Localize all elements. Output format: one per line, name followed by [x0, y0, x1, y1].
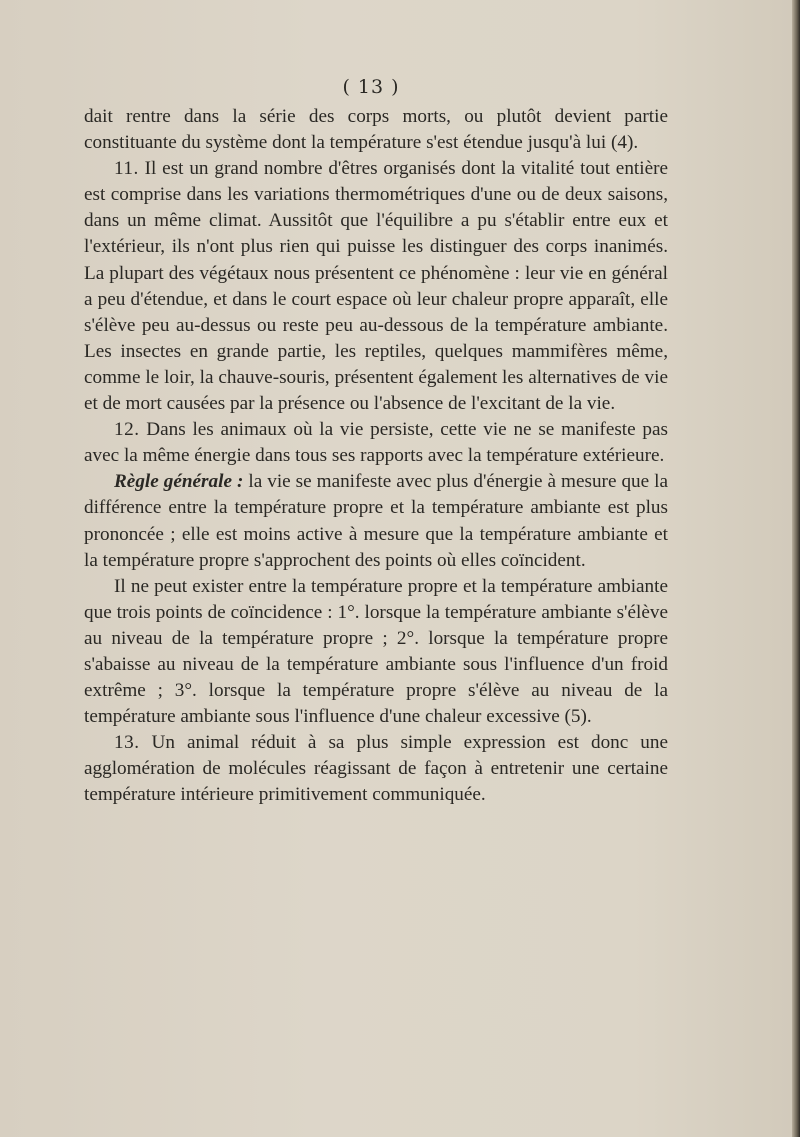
paragraph-text: Il est un grand nombre d'êtres organisés dont la vitalité tout entière est comprise dans les variations thermométriques d'une ou de deux saisons, dans un même climat. Aussitôt que l'équilibre a pu s'établir entre eux et l'extérieur, ils n'ont plus rien qui puisse les distinguer des corps inanimés. La plupart des végétaux nous présentent ce phénomène : leur vie en général a peu d'étendue, et dans le court espace où leur chaleur propre apparaît, elle s'élève peu au-dessus ou reste peu au-dessous de la température ambiante. Les insectes en grande partie, les reptiles, quelques mammifères même, comme le loir, la chauve-souris, présentent également les alternatives de vie et de mort causées par la présence ou l'absence de l'excitant de la vie.	[84, 158, 669, 415]
rule-label: Règle générale :	[114, 471, 244, 493]
paragraph-text: la vie se manifeste avec plus d'énergie à mesure que la différence entre la température propre et la température ambiante est plus prononcée ; elle est moins active à mesure que la température ambiante et la température propre s'approchent des points où elles coïncident.	[84, 471, 669, 571]
paragraph-11	[84, 156, 668, 417]
paragraph-13	[84, 730, 668, 808]
paragraph-coincidence	[84, 574, 668, 731]
page-edge-shadow	[792, 0, 800, 1137]
paragraph-rule	[84, 469, 668, 573]
section-number: 11.	[114, 158, 139, 180]
section-number: 13.	[114, 732, 140, 754]
paragraph-text: Un animal réduit à sa plus simple expression est donc une agglomération de molécules réagissant de façon à entretenir une certaine température intérieure primitivement communiquée.	[84, 732, 669, 806]
paragraph-12	[84, 417, 668, 469]
section-number: 12.	[114, 419, 140, 441]
paragraph-continued	[84, 104, 668, 156]
page-number: ( 13 )	[342, 76, 400, 98]
paragraph-text: Dans les animaux où la vie persiste, cette vie ne se manifeste pas avec la même énergie dans tous ses rapports avec la température extérieure.	[84, 419, 668, 467]
paragraph-text: dait rentre dans la série des corps morts, ou plutôt devient partie constituante du système dont la température s'est étendue jusqu'à lui (4).	[84, 106, 668, 154]
paragraph-text: Il ne peut exister entre la température propre et la température ambiante que trois points de coïncidence : 1°. lorsque la température ambiante s'élève au niveau de la température propre ; 2°. lorsque la température propre s'abaisse au niveau de la température ambiante sous l'influence d'un froid extrême ; 3°. lorsque la température propre s'élève au niveau de la température ambiante sous l'influence d'une chaleur excessive (5).	[84, 575, 668, 728]
body-text	[84, 104, 668, 809]
